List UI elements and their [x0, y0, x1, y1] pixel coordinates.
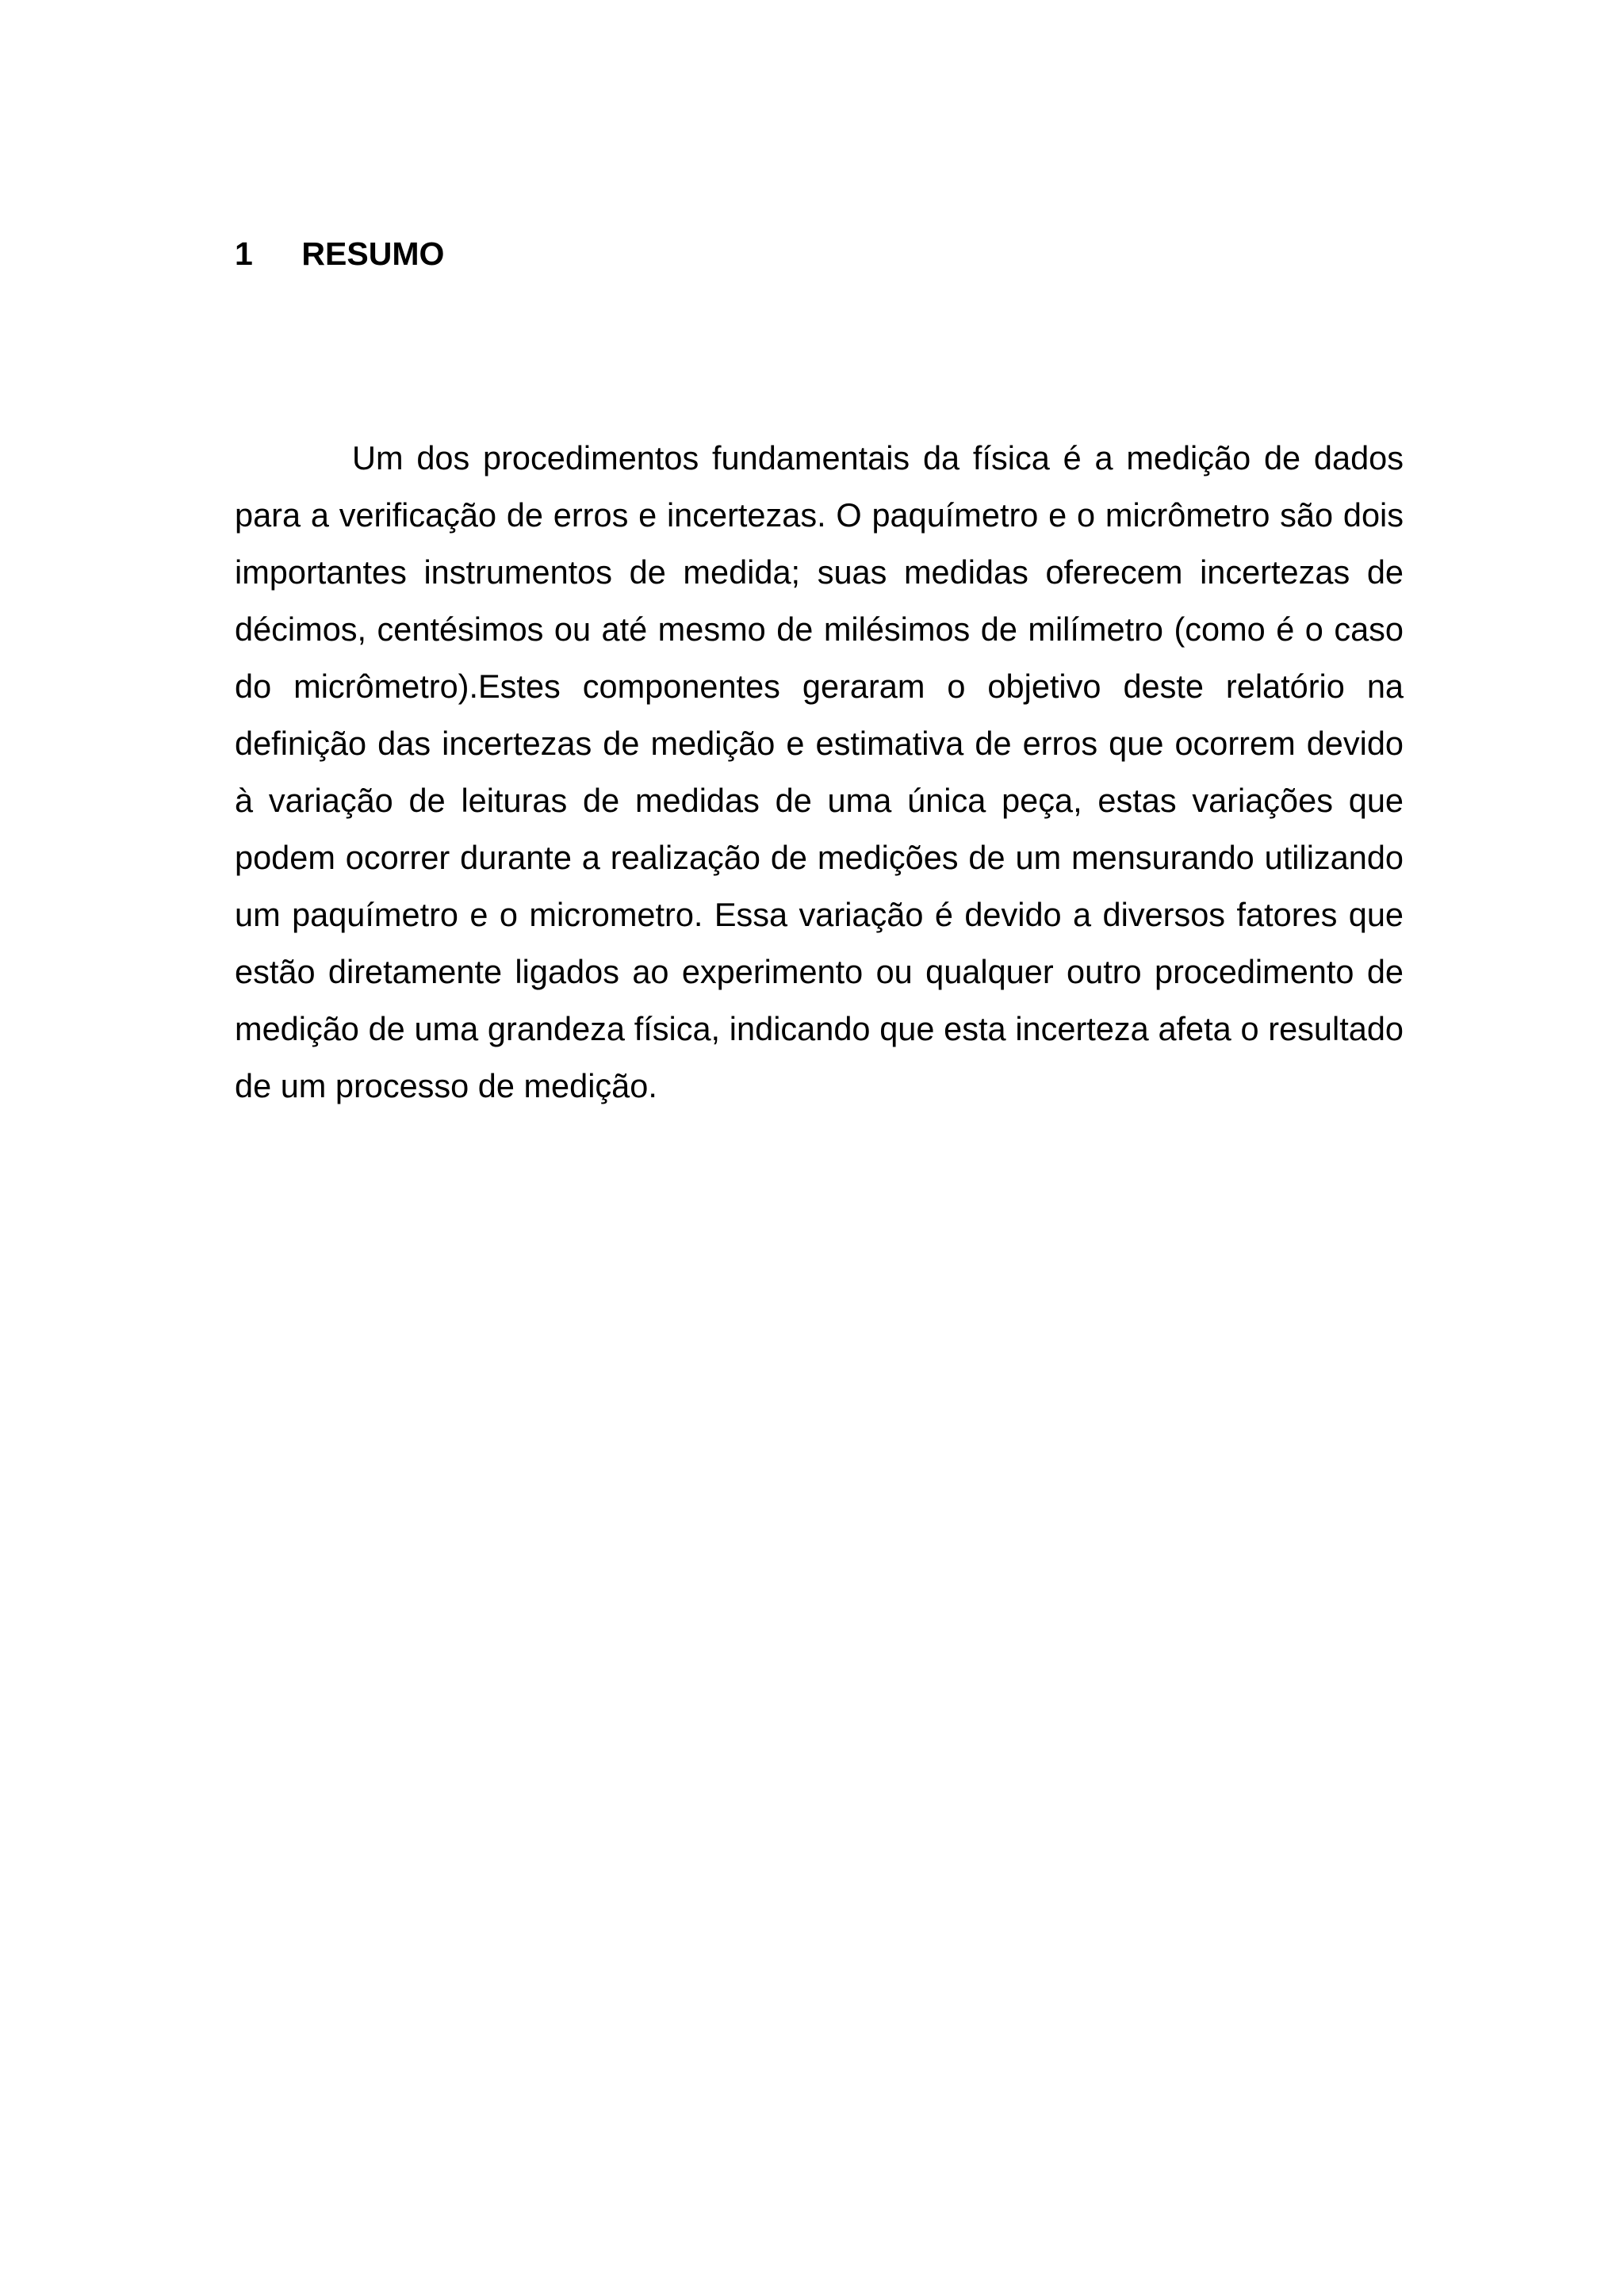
- section-number: 1: [235, 235, 253, 272]
- section-heading: [235, 233, 444, 274]
- abstract-paragraph: Um dos procedimentos fundamentais da física é a medição de dados para a verificação de erros e incertezas. O paquímetro e o micrômetro são dois importantes instrumentos de medida; suas medidas oferecem incertezas de décimos, centésimos ou até mesmo de milésimos de milímetro (como é o caso do micrômetro).Estes componentes geraram o objetivo deste relatório na definição das incertezas de medição e estimativa de erros que ocorrem devido à variação de leituras de medidas de uma única peça, estas variações que podem ocorrer durante a realização de medições de um mensurando utilizando um paquímetro e o micrometro. Essa variação é devido a diversos fatores que estão diretamente ligados ao experimento ou qualquer outro procedimento de medição de uma grandeza física, indicando que esta incerteza afeta o resultado de um processo de medição.: [235, 439, 1404, 1104]
- section-title: RESUMO: [301, 235, 445, 272]
